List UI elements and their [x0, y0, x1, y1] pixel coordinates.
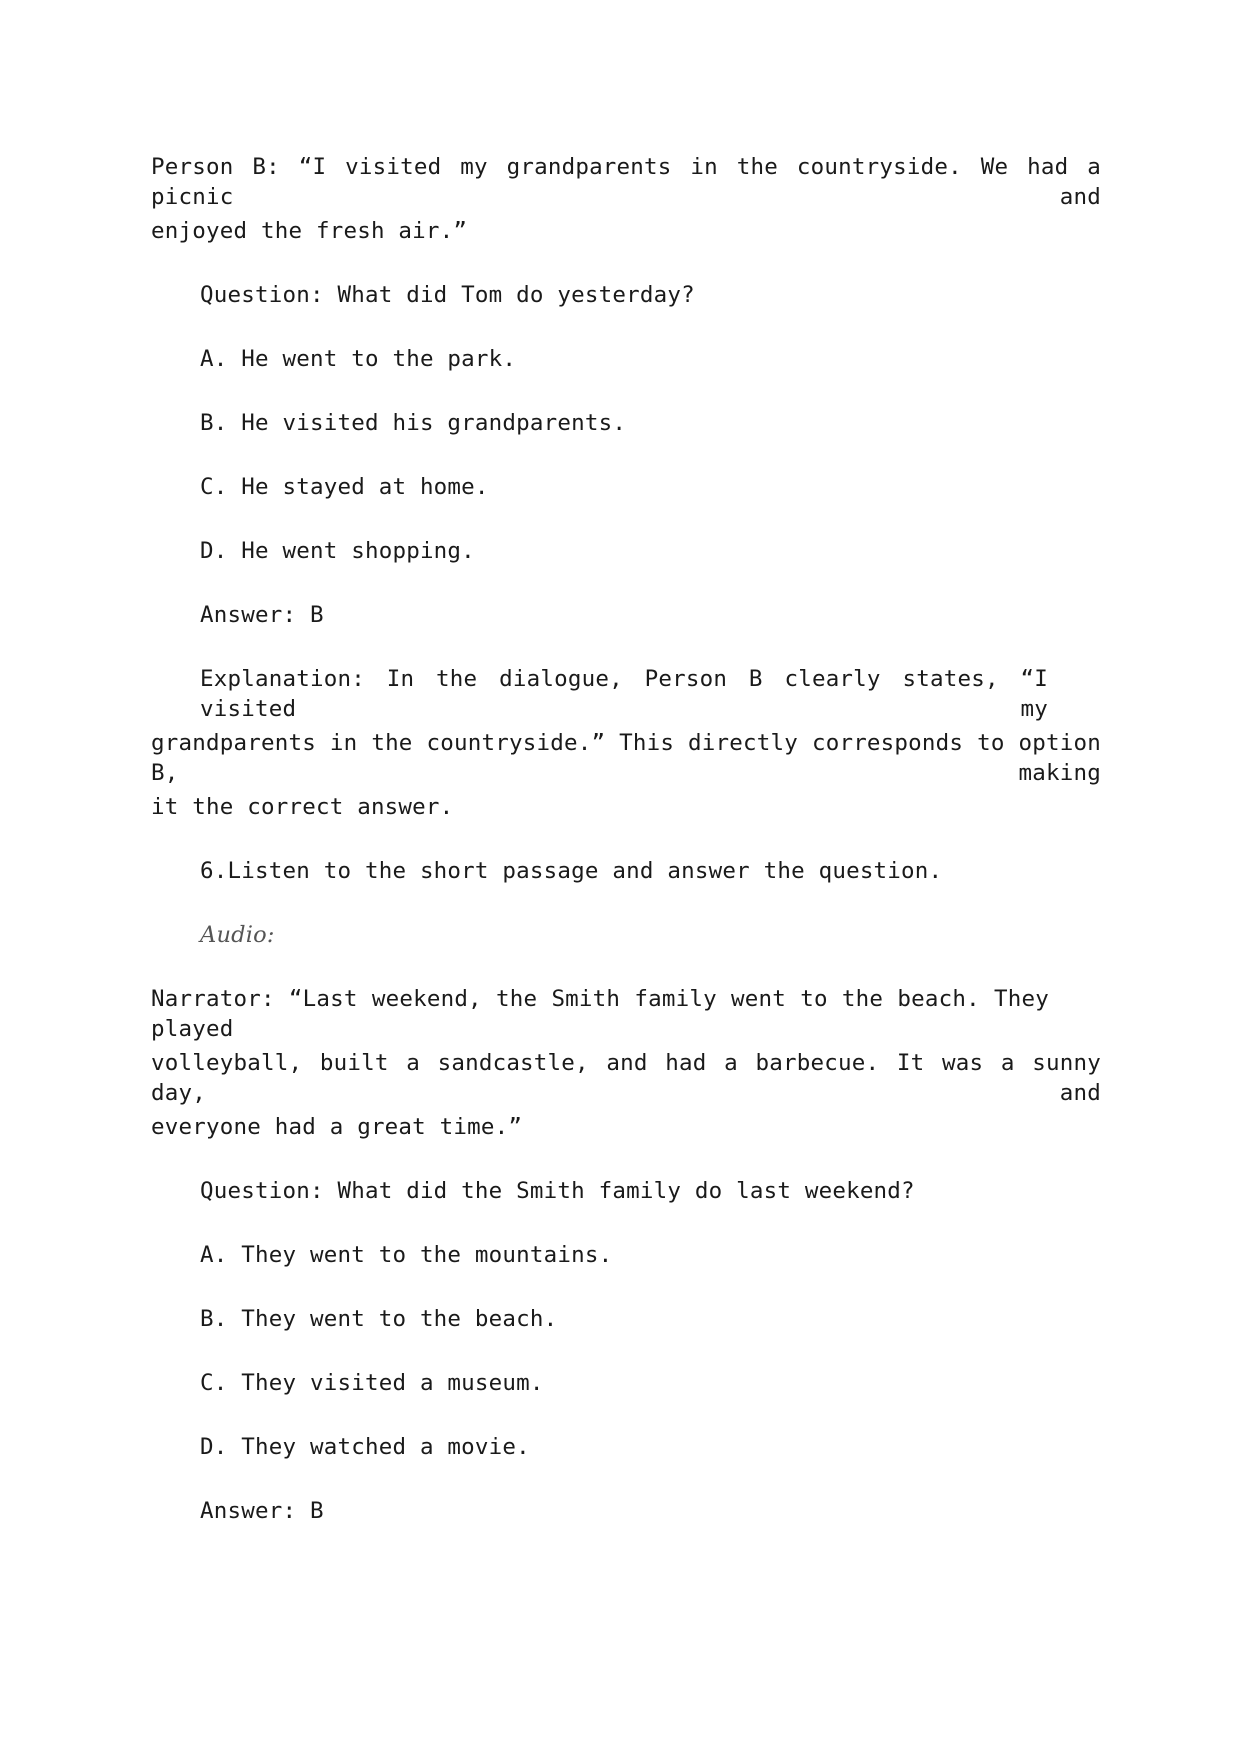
option-a-6: A. They went to the mountains.	[200, 1242, 613, 1268]
explanation-line-2: grandparents in the countryside.” This directly corresponds to option B, making	[151, 730, 1101, 786]
narrator-line-1: Narrator: “Last weekend, the Smith family went to the beach. They played	[151, 986, 1049, 1042]
question-6-heading: 6.Listen to the short passage and answer the question.	[200, 858, 943, 884]
dialogue-person-b-line-1: Person B: “I visited my grandparents in the countryside. We had a picnic and	[151, 154, 1101, 210]
explanation-line-3: it the correct answer.	[151, 794, 454, 820]
option-b-6: B. They went to the beach.	[200, 1306, 558, 1332]
explanation-line-1: Explanation: In the dialogue, Person B clearly states, “I visited my	[200, 666, 1048, 722]
narrator-line-3: everyone had a great time.”	[151, 1114, 523, 1140]
option-c-6: C. They visited a museum.	[200, 1370, 544, 1396]
answer-5: Answer: B	[200, 602, 324, 628]
option-c-5: C. He stayed at home.	[200, 474, 489, 500]
narrator-line-2: volleyball, built a sandcastle, and had a barbecue. It was a sunny day, and	[151, 1050, 1101, 1106]
option-d-6: D. They watched a movie.	[200, 1434, 530, 1460]
question-5-text: Question: What did Tom do yesterday?	[200, 282, 695, 308]
audio-label: Audio:	[200, 922, 275, 948]
answer-6: Answer: B	[200, 1498, 324, 1524]
dialogue-person-b-line-2: enjoyed the fresh air.”	[151, 218, 468, 244]
option-b-5: B. He visited his grandparents.	[200, 410, 627, 436]
question-6-text: Question: What did the Smith family do last weekend?	[200, 1178, 915, 1204]
option-a-5: A. He went to the park.	[200, 346, 517, 372]
option-d-5: D. He went shopping.	[200, 538, 475, 564]
